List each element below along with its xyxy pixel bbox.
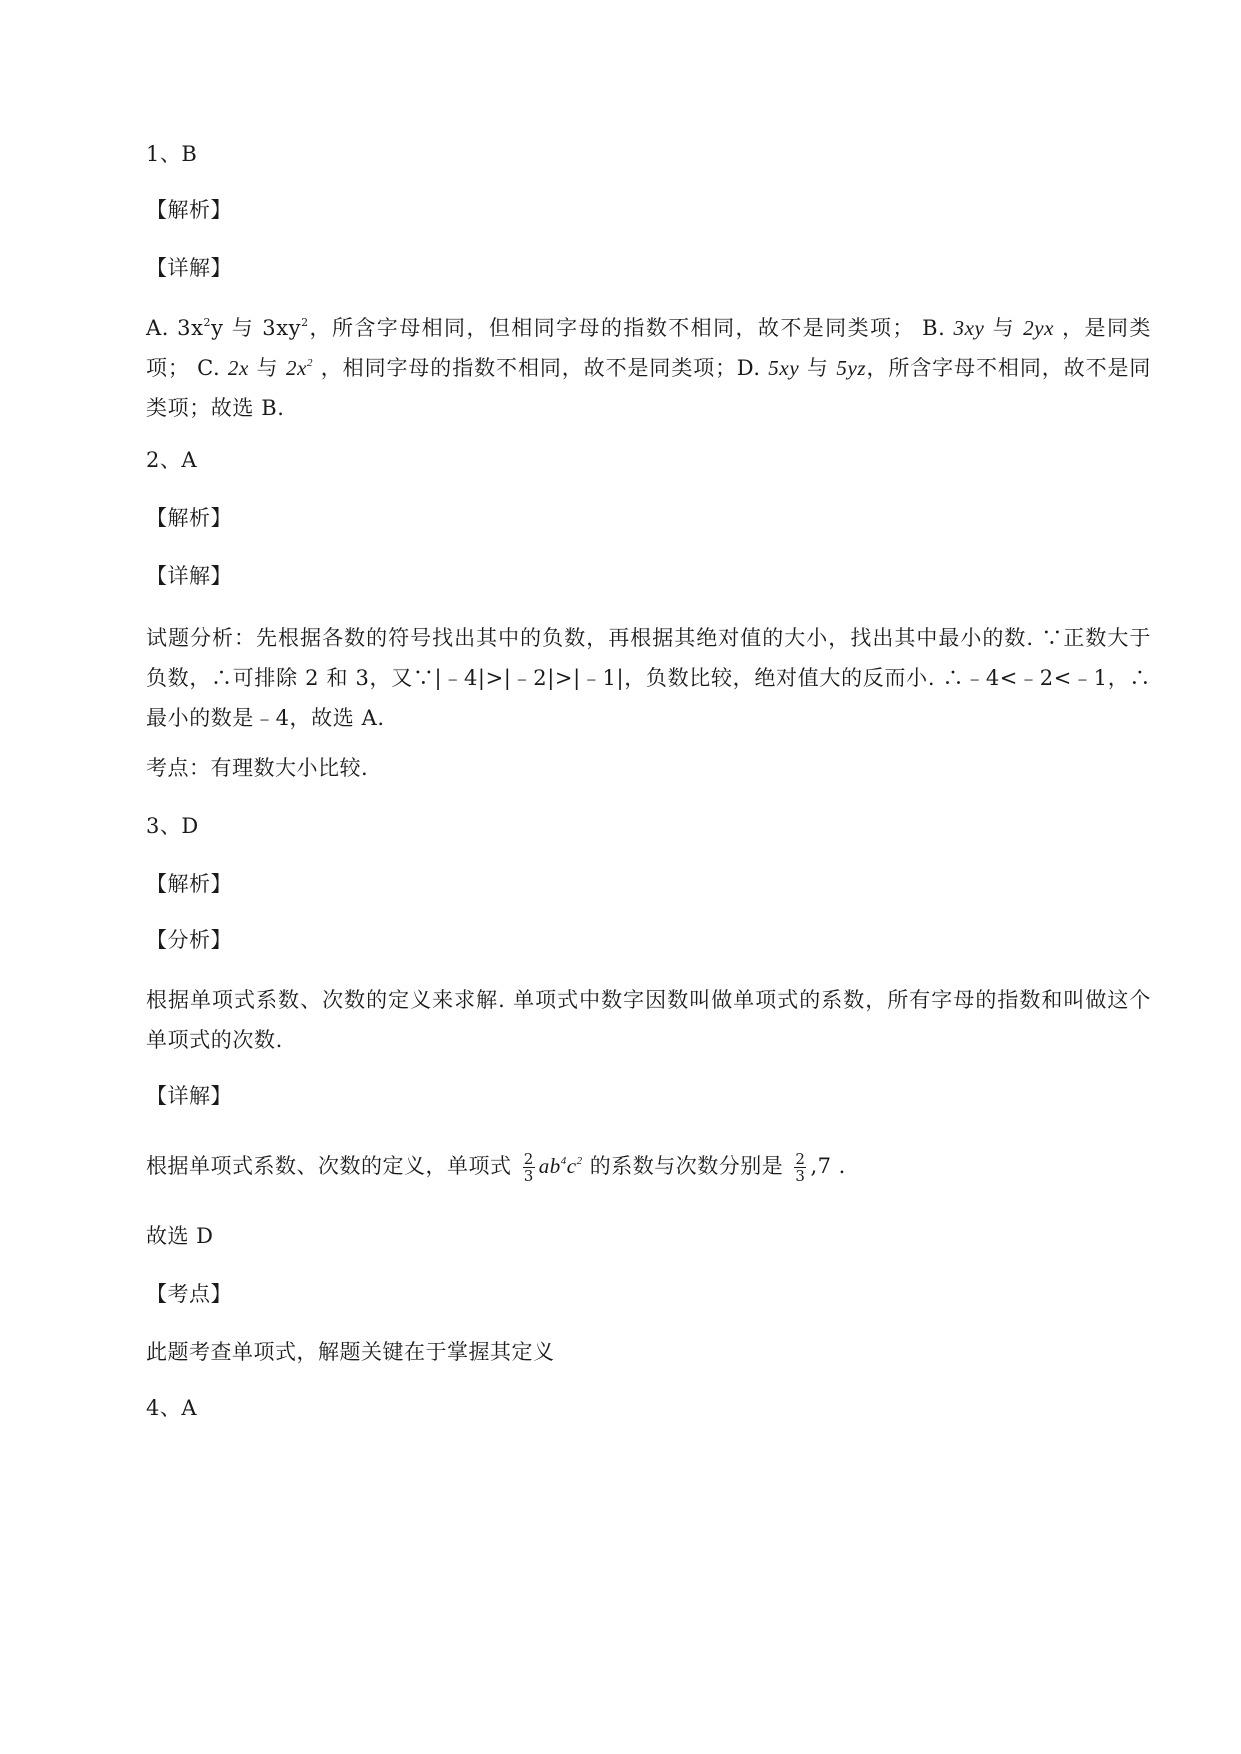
q1-analysis-heading: 【解析】	[146, 198, 232, 222]
math-3xy: 3xy	[953, 316, 985, 340]
math-5yz: 5yz	[836, 356, 867, 380]
q3-detail-heading: 【详解】	[146, 1084, 232, 1108]
q2-analysis-heading: 【解析】	[146, 506, 232, 530]
q3-kaodian-heading: 【考点】	[146, 1282, 232, 1306]
q3-detail-text: 根据单项式系数、次数的定义，单项式 $\frac{2}{3}$ $ab^4c^2$ 的系数与次数分别是 $\frac{2}{3}$ ,7 .	[146, 1150, 846, 1185]
math-2yx: 2yx	[1023, 316, 1055, 340]
q3-answer: 3、D	[146, 814, 199, 838]
math-5xy: 5xy	[768, 356, 800, 380]
q2-answer: 2、A	[146, 448, 198, 472]
q1-detail-text: A. $3x^2y$ 与 $3xy^2$，所含字母相同，但相同字母的指数不相同，故不是同类项； B. 3xy 与 2yx ，是同类项； C. 2x 与 $2x^2$ ，相同字母的指数不相同，故不是同类项；D. 5xy 与 5yz，所含字母不相同，故不是同类项；故选 B.	[146, 316, 1151, 420]
fraction-two-thirds: $\frac{2}{3}$	[523, 1150, 534, 1185]
q3-fenxi-text: 根据单项式系数、次数的定义来求解. 单项式中数字因数叫做单项式的系数，所有字母的指数和叫做这个单项式的次数.	[146, 988, 1151, 1052]
q2-detail-text: 试题分析：先根据各数的符号找出其中的负数，再根据其绝对值的大小，找出其中最小的数. ∵正数大于负数，∴可排除 2 和 3，又∵|﹣4|>|﹣2|>|﹣1|，负数比较，绝对值大的反而小. ∴﹣4<﹣2<﹣1，∴最小的数是﹣4，故选 A.	[146, 626, 1151, 730]
q4-answer: 4、A	[146, 1396, 198, 1420]
q1-detail-heading: 【详解】	[146, 256, 232, 280]
q3-kaodian-text: 此题考查单项式，解题关键在于掌握其定义	[146, 1340, 555, 1364]
math-2x: 2x	[227, 356, 249, 380]
q3-analysis-heading: 【解析】	[146, 872, 232, 896]
math-2x-squared: $2x^2$	[286, 356, 314, 380]
q2-kaodian: 考点：有理数大小比较.	[146, 756, 369, 780]
q3-choose: 故选 D	[146, 1224, 214, 1248]
q1-answer: 1、B	[146, 142, 198, 166]
q2-detail-heading: 【详解】	[146, 564, 232, 588]
q3-fenxi-heading: 【分析】	[146, 928, 232, 952]
math-monomial: $ab^4c^2$	[538, 1154, 583, 1178]
fraction-two-thirds-answer: $\frac{2}{3}$	[795, 1150, 806, 1185]
